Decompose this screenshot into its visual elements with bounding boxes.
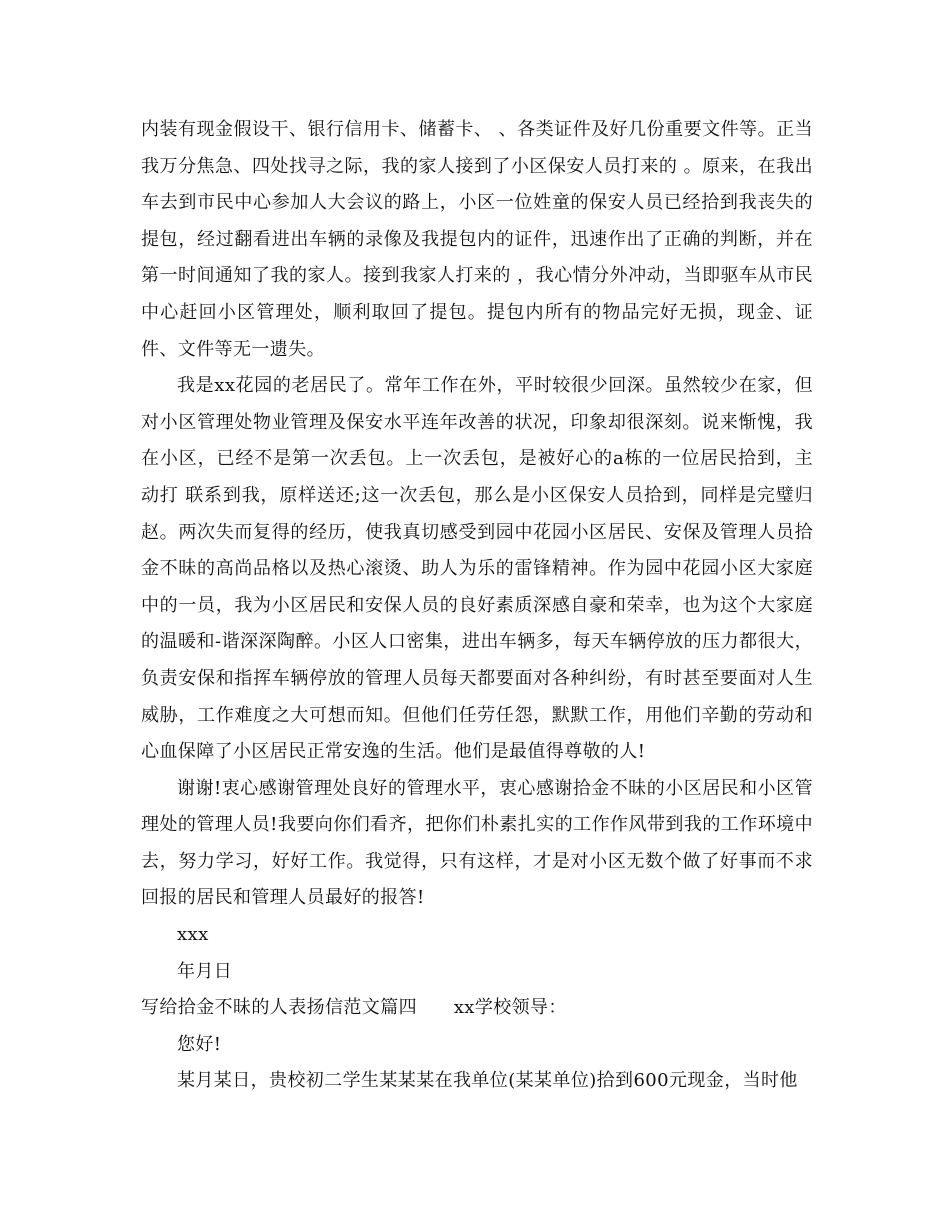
paragraph-school-letter: 某月某日，贵校初二学生某某某在我单位(某某单位)拾到600元现金，当时他 <box>177 1070 798 1092</box>
paragraph-thanks: 谢谢!衷心感谢管理处良好的管理水平，衷心感谢拾金不昧的小区居民和小区管理处的管理人员!我要向你们看齐，把你们朴素扎实的工作作风带到我的工作环境中去，努力学习，好好工作。我觉得，只有这样，才是对小区无数个做了好事而不求回报的居民和管理人员最好的报答! <box>141 777 813 909</box>
greeting: 您好! <box>177 1033 222 1055</box>
paragraph-resident: 我是xx花园的老居民了。常年工作在外，平时较很少回深。虽然较少在家，但对小区管理处物业管理及保安水平连年改善的状况，印象却很深刻。说来惭愧，我在小区，已经不是第一次丢包。上一次丢包，是被好心的a栋的一位居民拾到，主动打 联系到我，原样送还;这一次丢包，那么是小区保安人员拾到，同样是完璧归赵。两次失而复得的经历，使我真切感受到园中花园小区居民、安保及管理人员拾金不昧的高尚品格以及热心滚烫、助人为乐的雷锋精神。作为园中花园小区大家庭中的一员，我为小区居民和安保人员的良好素质深感自豪和荣幸，也为这个大家庭的温暖和-谐深深陶醉。小区人口密集，进出车辆多，每天车辆停放的压力都很大，负责安保和指挥车辆停放的管理人员每天都要面对各种纠纷，有时甚至要面对人生威胁，工作难度之大可想而知。但他们任劳任怨，默默工作，用他们辛勤的劳动和心血保障了小区居民正常安逸的生活。他们是最值得尊敬的人! <box>141 375 813 763</box>
signature: xxx <box>177 924 209 946</box>
section-heading: 写给拾金不昧的人表扬信范文篇四 xx学校领导： <box>141 997 567 1019</box>
date-line: 年月日 <box>177 960 233 982</box>
document-page <box>141 112 813 1100</box>
paragraph-lost-bag: 内装有现金假设干、银行信用卡、储蓄卡、 、各类证件及好几份重要文件等。正当我万分焦急、四处找寻之际，我的家人接到了小区保安人员打来的 。原来，在我出车去到市民中心参加人大会议的路上，小区一位姓童的保安人员已经拾到我丧失的提包，经过翻看进出车辆的录像及我提包内的证件，迅速作出了正确的判断，并在第一时间通知了我的家人。接到我家人打来的 ，我心情分外冲动，当即驱车从市民中心赶回小区管理处，顺利取回了提包。提包内所有的物品完好无损，现金、证件、文件等无一遗失。 <box>141 119 813 360</box>
